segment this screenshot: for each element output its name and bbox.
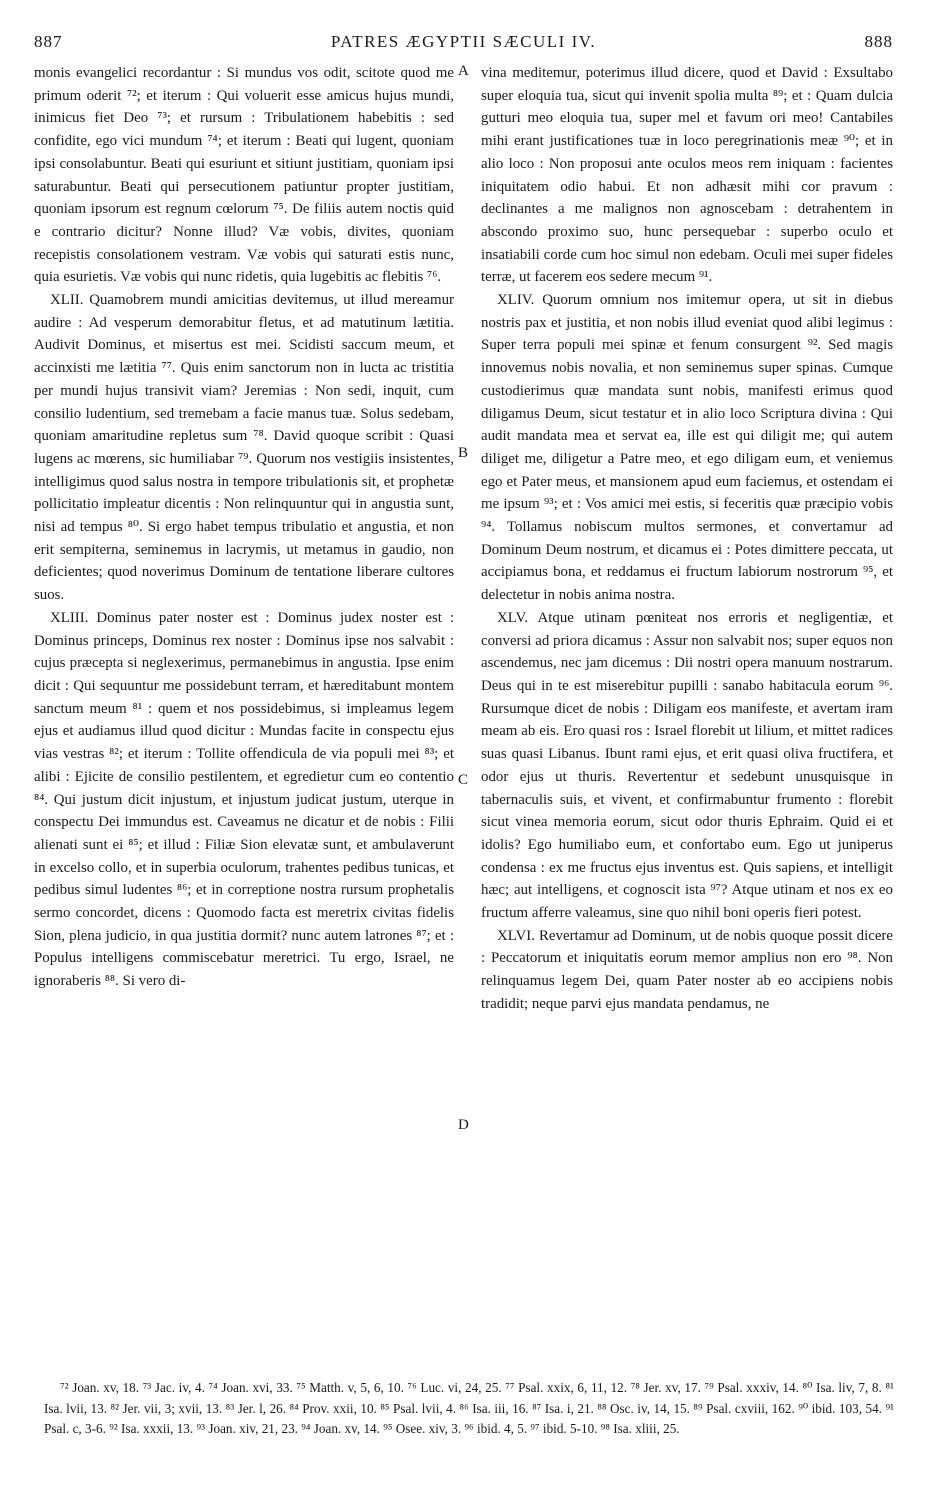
- paragraph-xlv: XLV. Atque utinam pœniteat nos erroris et negligentiæ, et conversi ad priora dicamus : Assur non salvabit nos; super equos non ascendemus, nec jam dicemus : Dii nostri opera manuum nostrarum. Deus qui in te est miserebitur pupilli : sanabo habitacula eorum ⁹⁶. Rursumque dicet de nobis : Diligam eos manifeste, et avertam iram meam ab eis. Ero quasi ros : Israel florebit ut lilium, et mittet radices suas quasi Libanus. Ibunt rami ejus, et erit quasi oliva fructifera, et odor ejus ut thuris. Revertentur et sedebunt unusquisque in tabernaculis suis, et vivent, et confirmabuntur frumento : florebit sicut vinea memoria eorum, sicut odor thuris Ephraim. Quid ei et idolis? Ego humiliabo eum, et confortabo eum. Ego ut juniperus condensa : ex me fructus ejus inventus est. Quis sapiens, et intelligit hæc; aut intelligens, et cognoscit ista ⁹⁷? Atque utinam et nos ex eo fructum afferre valeamus, sine quo nihil boni operis fieri potest.: [481, 609, 893, 922]
- paragraph-xlvi: XLVI. Revertamur ad Dominum, ut de nobis quoque possit dicere : Peccatorum et iniquitatis eorum memor amplius non ero ⁹⁸. Non relinquamus legem Dei, quam Pater noster ab eo accipiens nobis tradidit; neque parvi ejus mandata pendamus, ne: [481, 927, 893, 1012]
- left-column: [34, 62, 454, 993]
- paragraph-xlii: XLII. Quamobrem mundi amicitias devitemus, ut illud mereamur audire : Ad vesperum demorabitur fletus, et ad matutinum lætitia. Audivit Dominus, et misertus est mei. Scidisti saccum meum, et accinxisti me lætitia ⁷⁷. Quis enim sanctorum non in lucta ac tristitia per mundi hujus transivit viam? Jeremias : Non sedi, inquit, cum consilio ludentium, sed tremebam a facie manus tuæ. Solus sedebam, quoniam amaritudine repletus sum ⁷⁸. David quoque scribit : Quasi lugens ac mœrens, sic humiliabar ⁷⁹. Quorum nos vestigiis insistentes, intelligimus quod salus nostra in tempore tribulationis sit, et prophetæ pollicitatio impleatur dicentis : Non relinquuntur qui in angustia sunt, nisi ad tempus ⁸⁰. Si ergo habet tempus tribulatio et angustia, et non erit sempiterna, seminemus in lacrymis, ut metamus in gaudio, non deficientes; quod noverimus Dominum de tentatione liberare cultores suos.: [34, 292, 454, 604]
- page-number-right: 888: [864, 32, 893, 51]
- page-number-left: 887: [34, 32, 63, 51]
- running-title: PATRES ÆGYPTII SÆCULI IV.: [330, 32, 597, 51]
- paragraph-xliv: XLIV. Quorum omnium nos imitemur opera, ut sit in diebus nostris pax et justitia, et non nobis illud eveniat quod alibi legimus : Super terra populi mei spinæ et fenum consurgent ⁹². Sed magis innovemus nobis novalia, et non seminemus super spinas. Cumque custodierimus quæ mandata sunt nobis, manifesti erimus quod diligamus Deum, sicut testatur et in alio loco Scriptura divina : Qui audit mandata mea et servat ea, ille est qui diligit me; qui autem diliget me, diligetur a Patre meo, et ego diligam eum, et veniemus ego et Pater meus, et mansionem apud eum faciemus, et ostendam ei me ipsum ⁹³; et : Vos amici mei estis, si feceritis quæ præcipio vobis ⁹⁴. Tollamus nobiscum multos sermones, et convertamur ad Dominum Deum nostrum, et dicamus ei : Potes dimittere peccata, ut accipiamus bona, et reddamus ei fructum labiorum nostrorum ⁹⁵, et delectetur in nobis anima nostra.: [481, 292, 893, 604]
- page-header: [34, 32, 893, 56]
- margin-marker-c: C: [458, 772, 469, 788]
- margin-marker-b: B: [458, 445, 469, 461]
- footnotes: [44, 1378, 894, 1440]
- margin-marker-d: D: [458, 1117, 469, 1133]
- paragraph: monis evangelici recordantur : Si mundus vos odit, scitote quod me primum oderit ⁷²; et iterum : Qui voluerit esse amicus hujus mundi, inimicus fiet Deo ⁷³; et rursum : Tribulationem habebitis : sed confidite, ego vici mundum ⁷⁴; et iterum : Beati qui lugent, quoniam ipsi consolabuntur. Beati qui esuriunt et sitiunt justitiam, quoniam ipsi saturabuntur. Beati qui persecutionem patiuntur propter justitiam, quoniam ipsorum est regnum cœlorum ⁷⁵. De filiis autem noctis quid e contrario dicitur? Nonne illud? Væ vobis, divites, quoniam recepistis consolationem vestram. Væ vobis qui saturati estis nunc, quia esurietis. Væ vobis qui nunc ridetis, quia lugebitis ac flebitis ⁷⁶.: [34, 65, 454, 286]
- paragraph: vina meditemur, poterimus illud dicere, quod et David : Exsultabo super eloquia tua, sicut qui invenit spolia multa ⁸⁹; et : Quam dulcia gutturi meo eloquia tua, super mel et favum ori meo! Cantabiles mihi erant justificationes tuæ in loco peregrinationis meæ ⁹⁰; et in alio loco : Non proposui ante oculos meos rem iniquam : facientes iniquitatem odio habui. Et non adhæsit mihi cor pravum : declinantes a me malignos non agnoscebam : detrahentem in abscondo proximo suo, hunc persequebar : superbo oculo et insatiabili corde cum hoc simul non edebam. Oculi mei super fideles terræ, ut facerem eos sedere mecum ⁹¹.: [481, 65, 893, 286]
- paragraph-xliii: XLIII. Dominus pater noster est : Dominus judex noster est : Dominus princeps, Dominus rex noster : Dominus ipse nos salvabit : cujus præcepta si neglexerimus, permanebimus in angustia. Ipse enim dicit : Qui sequuntur me possidebunt terram, et hæreditabunt montem sanctum meum ⁸¹ : quem et nos possidebimus, si impleamus legem ejus et audiamus illud quod dicitur : Mundas facite in conspectu ejus vias vestras ⁸²; et iterum : Tollite offendicula de via populi mei ⁸³; et alibi : Ejicite de consilio pestilentem, et egredietur cum eo contentio ⁸⁴. Qui justum dicit injustum, et injustum judicat justum, uterque in conspectu Dei immundus est. Caveamus ne dicatur et de nobis : Filii alienati sunt ei ⁸⁵; et illud : Filiæ Sion elevatæ sunt, et ambulaverunt in excelso collo, et in superbia oculorum, trahentes pedibus tunicas, et pedibus simul ludentes ⁸⁶; et in correptione nostra rursum prophetalis sermo concordet, dicens : Quomodo facta est meretrix civitas fidelis Sion, plena judicio, in qua justitia dormit? nunc autem latrones ⁸⁷; et : Populus intelligens commiscebatur meretrici. Tu ergo, Israel, ne ignoraberis ⁸⁸. Si vero di-: [34, 609, 454, 990]
- right-column: [481, 62, 893, 1016]
- footnote-list: ⁷² Joan. xv, 18. ⁷³ Jac. iv, 4. ⁷⁴ Joan. xvi, 33. ⁷⁵ Matth. v, 5, 6, 10. ⁷⁶ Luc. vi, 24, 25. ⁷⁷ Psal. xxix, 6, 11, 12. ⁷⁸ Jer. xv, 17. ⁷⁹ Psal. xxxiv, 14. ⁸⁰ Isa. liv, 7, 8. ⁸¹ Isa. lvii, 13. ⁸² Jer. vii, 3; xvii, 13. ⁸³ Jer. l, 26. ⁸⁴ Prov. xxii, 10. ⁸⁵ Psal. lvii, 4. ⁸⁶ Isa. iii, 16. ⁸⁷ Isa. i, 21. ⁸⁸ Osc. iv, 14, 15. ⁸⁹ Psal. cxviii, 162. ⁹⁰ ibid. 103, 54. ⁹¹ Psal. c, 3-6. ⁹² Isa. xxxii, 13. ⁹³ Joan. xiv, 21, 23. ⁹⁴ Joan. xv, 14. ⁹⁵ Osee. xiv, 3. ⁹⁶ ibid. 4, 5. ⁹⁷ ibid. 5-10. ⁹⁸ Isa. xliii, 25.: [44, 1380, 894, 1436]
- margin-marker-a: A: [458, 63, 469, 79]
